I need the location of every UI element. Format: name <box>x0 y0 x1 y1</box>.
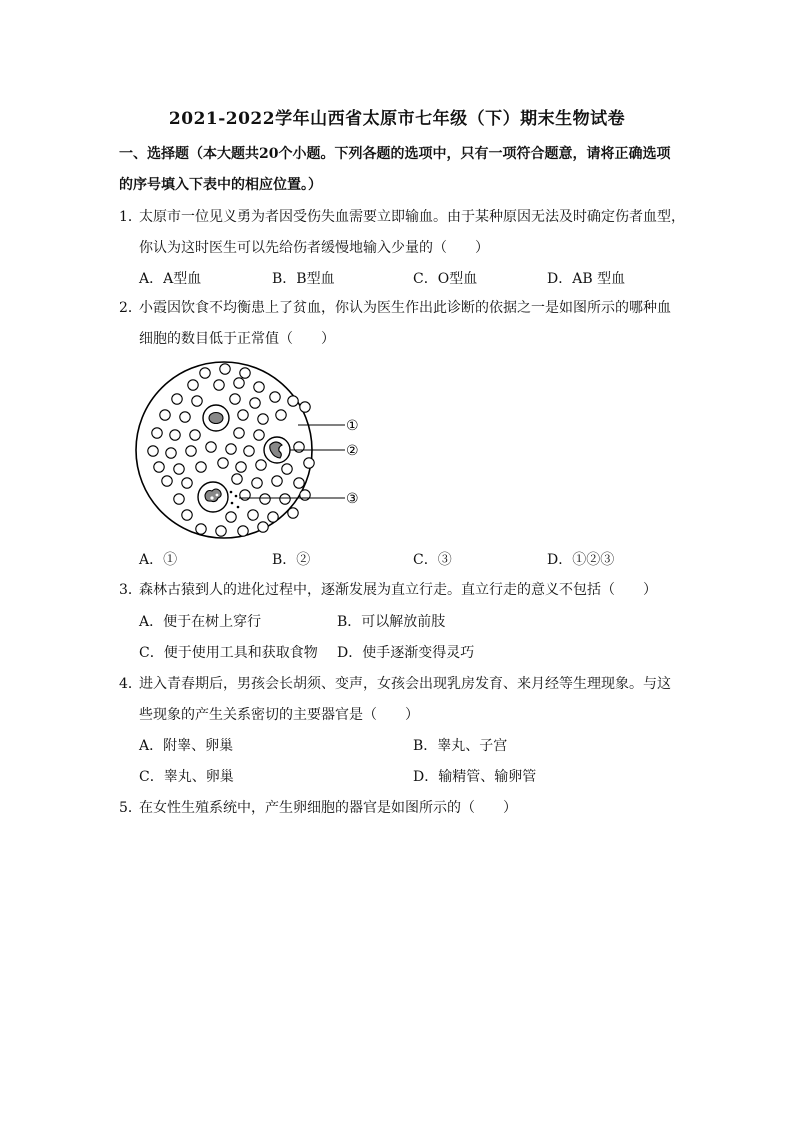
red-blood-cell <box>254 382 264 392</box>
question-4-option-b: B．睾丸、子宫 <box>413 738 508 754</box>
question-1 <box>119 202 689 233</box>
question-text: 森林古猿到人的进化过程中，逐渐发展为直立行走。直立行走的意义不包括（ ） <box>139 582 657 598</box>
red-blood-cell <box>170 430 180 440</box>
question-2 <box>119 293 689 324</box>
diagram-label-3: ③ <box>346 491 359 507</box>
red-blood-cell <box>240 368 250 378</box>
page-title: 2021-2022学年山西省太原市七年级（下）期末生物试卷 <box>168 109 626 129</box>
red-blood-cell <box>190 430 200 440</box>
section-heading: 一、选择题（本大题共20个小题。下列各题的选项中，只有一项符合题意，请将正确选项的序号填入下表中的相应位置。） <box>119 146 671 193</box>
red-blood-cell <box>238 410 248 420</box>
question-2-line-2: 细胞的数目低于正常值（ ） <box>139 331 335 347</box>
question-3 <box>119 575 689 606</box>
red-blood-cell <box>216 526 226 536</box>
red-blood-cell <box>166 448 176 458</box>
red-blood-cell <box>160 410 170 420</box>
red-blood-cell <box>174 464 184 474</box>
red-blood-cell <box>294 478 304 488</box>
red-blood-cell <box>226 444 236 454</box>
red-blood-cell <box>232 474 242 484</box>
red-blood-cell <box>214 380 224 390</box>
red-blood-cell <box>188 380 198 390</box>
red-blood-cell <box>300 490 310 500</box>
red-blood-cell <box>234 428 244 438</box>
question-2-option-b: B．② <box>272 552 311 568</box>
red-blood-cell <box>272 476 282 486</box>
red-blood-cell <box>254 430 264 440</box>
red-blood-cell <box>256 460 266 470</box>
red-blood-cell <box>196 524 206 534</box>
red-blood-cell <box>148 446 158 456</box>
red-blood-cell <box>276 410 286 420</box>
red-blood-cell <box>288 396 298 406</box>
white-blood-cell-1 <box>203 405 229 431</box>
red-blood-cell <box>182 478 192 488</box>
red-blood-cell <box>258 522 268 532</box>
question-1-option-c: C．O型血 <box>413 271 478 287</box>
question-text: 进入青春期后，男孩会长胡须、变声，女孩会出现乳房发育、来月经等生理现象。与这 <box>139 676 671 692</box>
red-blood-cell <box>206 442 216 452</box>
question-4-option-d: D．输精管、输卵管 <box>413 769 537 785</box>
red-blood-cell <box>268 512 278 522</box>
question-text: 在女性生殖系统中，产生卵细胞的器官是如图所示的（ ） <box>139 800 517 816</box>
red-blood-cell <box>234 378 244 388</box>
red-blood-cell <box>240 490 250 500</box>
red-blood-cell <box>230 394 240 404</box>
red-blood-cell <box>294 442 304 452</box>
question-3-option-a: A．便于在树上穿行 <box>139 614 262 630</box>
red-blood-cell <box>174 494 184 504</box>
red-blood-cell <box>238 526 248 536</box>
question-4-option-c: C．睾丸、卵巢 <box>139 769 234 785</box>
question-4-option-a: A．附睾、卵巢 <box>139 738 234 754</box>
red-blood-cell <box>282 464 292 474</box>
red-blood-cell <box>304 458 314 468</box>
question-number: 5． <box>119 800 142 816</box>
red-blood-cell <box>236 462 246 472</box>
red-blood-cell <box>172 394 182 404</box>
white-blood-cell-2 <box>264 437 290 463</box>
question-text: 太原市一位见义勇为者因受伤失血需要立即输血。由于某种原因无法及时确定伤者血型， <box>139 209 685 225</box>
question-5 <box>119 793 689 824</box>
question-2-option-a: A．① <box>139 552 178 568</box>
red-blood-cell <box>186 446 196 456</box>
red-blood-cell <box>244 446 254 456</box>
question-4 <box>119 669 689 700</box>
red-blood-cell <box>196 462 206 472</box>
question-2-option-c: C．③ <box>413 552 452 568</box>
red-blood-cell <box>200 368 210 378</box>
red-blood-cell <box>154 462 164 472</box>
red-blood-cell <box>250 398 260 408</box>
blood-cell-diagram <box>135 355 375 547</box>
white-blood-cell-3 <box>198 482 228 512</box>
red-blood-cell <box>192 396 202 406</box>
red-blood-cell <box>182 510 192 520</box>
red-blood-cell <box>162 476 172 486</box>
question-number: 4． <box>119 676 142 692</box>
diagram-label-2: ② <box>346 443 359 459</box>
red-blood-cell <box>300 402 310 412</box>
red-blood-cell <box>260 494 270 504</box>
question-1-option-b: B．B型血 <box>272 271 335 287</box>
diagram-label-1: ① <box>346 418 359 434</box>
red-blood-cell <box>218 458 228 468</box>
question-2-option-d: D．①②③ <box>547 552 615 568</box>
question-number: 3． <box>119 582 142 598</box>
red-blood-cell <box>288 508 298 518</box>
question-1-line-2: 你认为这时医生可以先给伤者缓慢地输入少量的（ ） <box>139 240 489 256</box>
red-blood-cell <box>226 512 236 522</box>
question-3-option-d: D．使手逐渐变得灵巧 <box>337 645 475 661</box>
question-3-option-b: B．可以解放前肢 <box>337 614 446 630</box>
red-blood-cell <box>252 478 262 488</box>
red-blood-cell <box>220 364 230 374</box>
red-blood-cell <box>258 414 268 424</box>
red-blood-cell <box>280 494 290 504</box>
red-blood-cell <box>152 428 162 438</box>
question-number: 2． <box>119 300 142 316</box>
red-blood-cell <box>270 392 280 402</box>
red-blood-cell <box>180 412 190 422</box>
red-blood-cell <box>248 510 258 520</box>
question-3-option-c: C．便于使用工具和获取食物 <box>139 645 318 661</box>
question-1-option-d: D．AB 型血 <box>547 271 626 287</box>
question-number: 1． <box>119 209 142 225</box>
question-text: 小霞因饮食不均衡患上了贫血，你认为医生作出此诊断的依据之一是如图所示的哪种血 <box>139 300 671 316</box>
question-4-line-2: 些现象的产生关系密切的主要器官是（ ） <box>139 707 419 723</box>
question-1-option-a: A．A型血 <box>139 271 202 287</box>
